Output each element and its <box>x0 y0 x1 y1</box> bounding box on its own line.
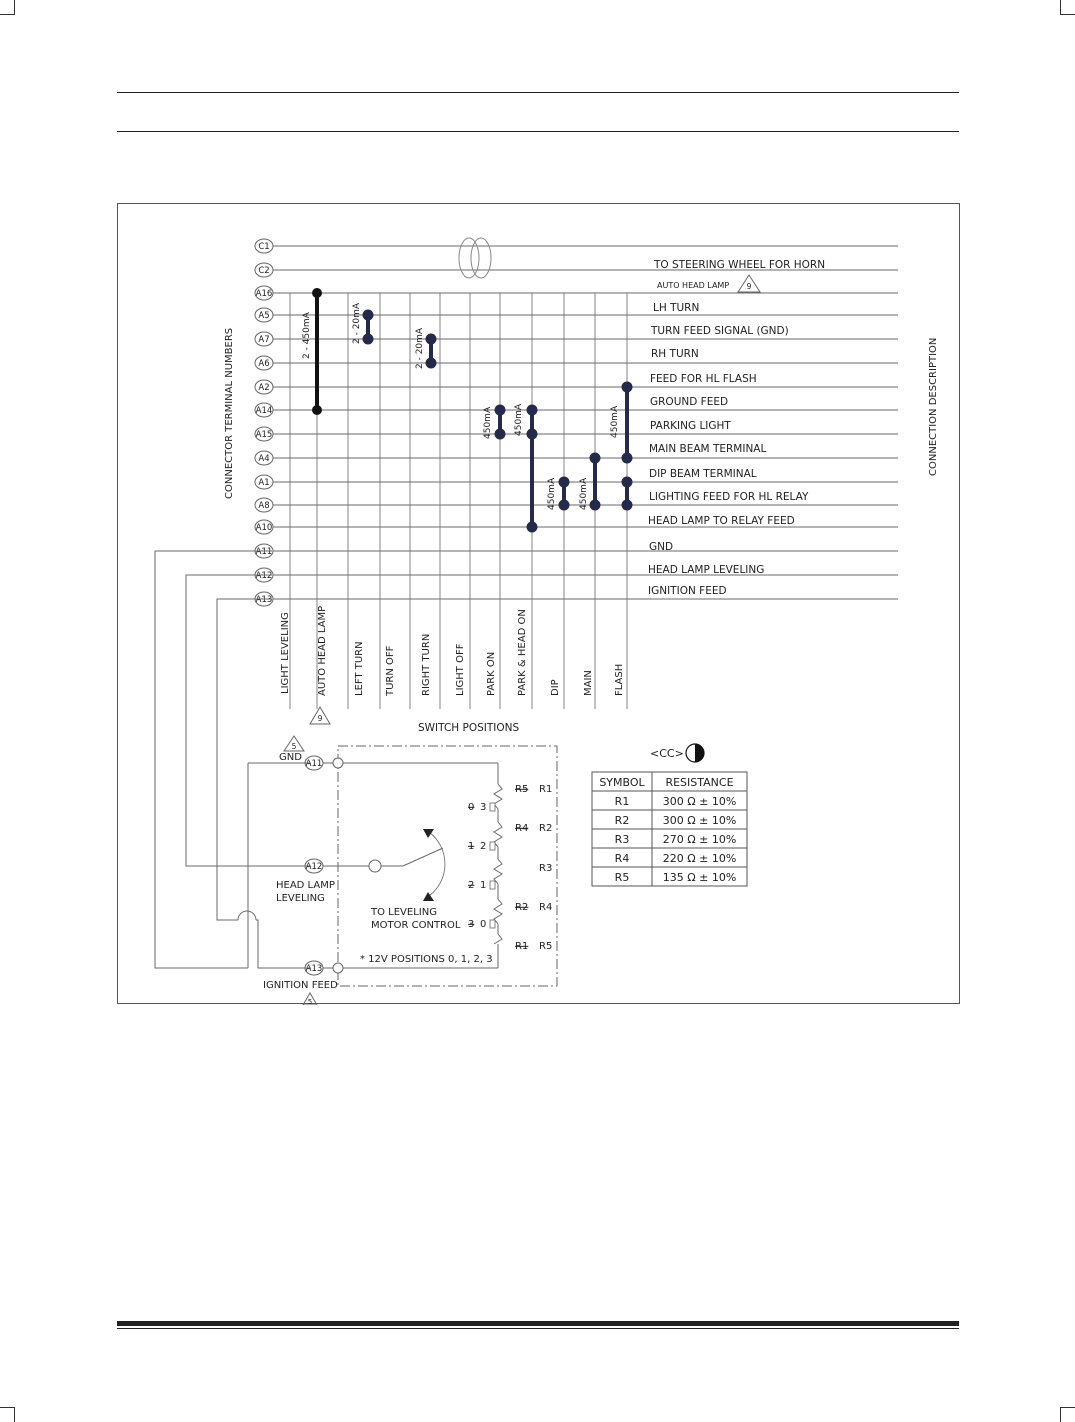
footer-rule-thin <box>117 1328 959 1329</box>
table-header: SYMBOL <box>599 776 645 789</box>
table-cell: R3 <box>614 833 630 846</box>
contact-left-label: 3 <box>468 919 475 930</box>
terminal-c1 <box>255 239 273 253</box>
description-ignition-feed: IGNITION FEED <box>648 585 727 597</box>
current-label: 450mA <box>483 406 493 439</box>
description-ground-feed: GROUND FEED <box>650 396 729 408</box>
terminal-a16 <box>255 286 273 300</box>
current-label: 2 - 20mA <box>352 302 362 344</box>
resistor-label: R3 <box>539 863 553 874</box>
terminal-label: A16 <box>255 289 273 299</box>
terminal-a4 <box>255 451 273 465</box>
connection-descriptions <box>648 259 825 597</box>
contact-right-label: 2 <box>480 841 487 852</box>
cc-label: <CC> <box>650 747 684 760</box>
motor-control-label-2: MOTOR CONTROL <box>371 920 461 931</box>
contact-labels <box>468 802 486 930</box>
resistor-alt-label: R2 <box>515 902 529 913</box>
description-main-beam: MAIN BEAM TERMINAL <box>649 443 767 455</box>
terminal-a5 <box>255 308 273 322</box>
terminal-label: A2 <box>258 383 270 393</box>
terminal-lines <box>272 246 898 599</box>
terminal-a8 <box>255 498 273 512</box>
switch-position-label: MAIN <box>583 670 594 696</box>
resistor-label: R2 <box>539 823 553 834</box>
current-label: 2 - 20mA <box>415 327 425 369</box>
ignition-feed-label: IGNITION FEED <box>263 980 338 991</box>
terminal-a6 <box>255 356 273 370</box>
contact-right-label: 3 <box>480 802 487 813</box>
description-rh-turn: RH TURN <box>651 348 699 360</box>
crop-mark-bottom-right <box>1060 1407 1075 1422</box>
contact-right-label: 0 <box>480 919 487 930</box>
table-cell: R4 <box>614 852 630 865</box>
diagram-frame <box>117 203 960 1004</box>
terminal-a14 <box>255 403 273 417</box>
terminal-label: A11 <box>305 759 323 769</box>
crop-mark-top-left <box>0 0 15 15</box>
head-lamp-label-2: LEVELING <box>276 893 325 904</box>
terminal-label: C2 <box>258 266 270 276</box>
terminal-a1 <box>255 475 273 489</box>
switch-position-label: FLASH <box>614 663 625 696</box>
switch-position-label: LIGHT LEVELING <box>280 612 291 694</box>
terminal-a2 <box>255 380 273 394</box>
terminal-label: A15 <box>255 430 273 440</box>
description-auto-head-lamp: AUTO HEAD LAMP <box>657 281 730 290</box>
header-rule-bottom <box>117 131 959 132</box>
resistor-alt-label: R1 <box>515 941 529 952</box>
table-cell: R1 <box>614 795 630 808</box>
connection-description-label: CONNECTION DESCRIPTION <box>928 337 939 476</box>
resistor-label: R4 <box>539 902 553 913</box>
resistor-label: R1 <box>539 784 553 795</box>
terminal-label: A7 <box>258 335 270 345</box>
terminal-label: A6 <box>258 359 270 369</box>
terminal-label: A13 <box>305 964 323 974</box>
terminal-label: A14 <box>255 406 273 416</box>
terminal-label: A13 <box>255 595 273 605</box>
terminal-a15 <box>255 427 273 441</box>
description-dip-beam: DIP BEAM TERMINAL <box>649 468 757 480</box>
crop-mark-top-right <box>1060 0 1075 15</box>
crop-mark-bottom-left <box>0 1407 15 1422</box>
description-head-lamp-leveling: HEAD LAMP LEVELING <box>648 564 765 576</box>
switch-position-label: PARK ON <box>486 651 497 696</box>
footer-rule-thick <box>117 1321 959 1326</box>
terminal-a10 <box>255 520 273 534</box>
current-label: 450mA <box>579 477 589 510</box>
terminal-label: A12 <box>255 571 273 581</box>
table-cell: R2 <box>614 814 630 827</box>
resistor-label: R5 <box>539 941 553 952</box>
switch-position-label: DIP <box>550 679 561 696</box>
gnd-label: GND <box>279 752 302 763</box>
contact-right-label: 1 <box>480 880 487 891</box>
current-label: 2 - 450mA <box>302 312 312 359</box>
terminal-label: A11 <box>255 547 273 557</box>
switch-positions-note: 9 <box>317 714 323 723</box>
table-cell: 300 Ω ± 10% <box>662 795 737 808</box>
description-hl-relay-feed: LIGHTING FEED FOR HL RELAY <box>649 491 809 503</box>
terminal-a7 <box>255 332 273 346</box>
terminal-label: A1 <box>258 478 270 488</box>
auto-head-lamp-note: 9 <box>746 282 752 291</box>
connector-terminal-numbers-label: CONNECTOR TERMINAL NUMBERS <box>224 327 235 499</box>
description-lh-turn: LH TURN <box>653 302 700 314</box>
gnd-note: 5 <box>291 742 297 751</box>
switch-position-label: AUTO HEAD LAMP <box>317 605 328 696</box>
resistor-labels <box>515 784 552 952</box>
terminal-label: A8 <box>258 501 270 511</box>
terminal-circles <box>255 239 323 975</box>
description-turn-feed: TURN FEED SIGNAL (GND) <box>651 325 789 337</box>
motor-control-label-1: TO LEVELING <box>371 907 437 918</box>
description-hl-flash: FEED FOR HL FLASH <box>650 373 757 385</box>
switch-position-label: PARK & HEAD ON <box>517 609 528 696</box>
terminal-label: A12 <box>305 862 323 872</box>
terminal-label: A10 <box>255 523 273 533</box>
terminal-label: A5 <box>258 311 270 321</box>
switch-position-labels <box>280 606 625 697</box>
current-labels <box>302 302 620 510</box>
terminal-label: C1 <box>258 242 270 252</box>
table-cell: 300 Ω ± 10% <box>662 814 737 827</box>
switch-position-label: LIGHT OFF <box>455 643 466 696</box>
resistor-alt-label: R4 <box>515 823 529 834</box>
table-cell: 270 Ω ± 10% <box>662 833 737 846</box>
voltage-footnote: * 12V POSITIONS 0, 1, 2, 3 <box>360 954 493 965</box>
contact-left-label: 2 <box>468 880 475 891</box>
switch-positions-title: SWITCH POSITIONS <box>418 722 520 734</box>
header-rule-top <box>117 92 959 93</box>
ignition-feed-note: 5 <box>307 998 313 1005</box>
table-cell: 220 Ω ± 10% <box>662 852 737 865</box>
contact-left-label: 1 <box>468 841 475 852</box>
terminal-c2 <box>255 263 273 277</box>
contact-left-label: 0 <box>468 802 475 813</box>
switch-position-label: RIGHT TURN <box>421 633 432 696</box>
current-label: 450mA <box>610 405 620 438</box>
description-parking-light: PARKING LIGHT <box>650 420 731 432</box>
resistor-alt-label: R5 <box>515 784 529 795</box>
description-head-lamp-relay: HEAD LAMP TO RELAY FEED <box>648 515 795 527</box>
wiring-diagram <box>118 204 961 1005</box>
table-cell: 135 Ω ± 10% <box>662 871 737 884</box>
description-gnd: GND <box>649 541 674 553</box>
head-lamp-label-1: HEAD LAMP <box>276 880 335 891</box>
terminal-label: A4 <box>258 454 270 464</box>
clock-spring-symbol <box>459 238 491 278</box>
switch-position-label: LEFT TURN <box>354 641 365 696</box>
half-circle-icon <box>686 744 704 762</box>
current-label: 450mA <box>514 403 524 436</box>
switch-position-label: TURN OFF <box>385 645 396 696</box>
description-horn: TO STEERING WHEEL FOR HORN <box>654 259 826 271</box>
table-cell: R5 <box>614 871 630 884</box>
resistance-table <box>592 772 747 886</box>
current-label: 450mA <box>547 477 557 510</box>
table-header: RESISTANCE <box>665 776 734 789</box>
